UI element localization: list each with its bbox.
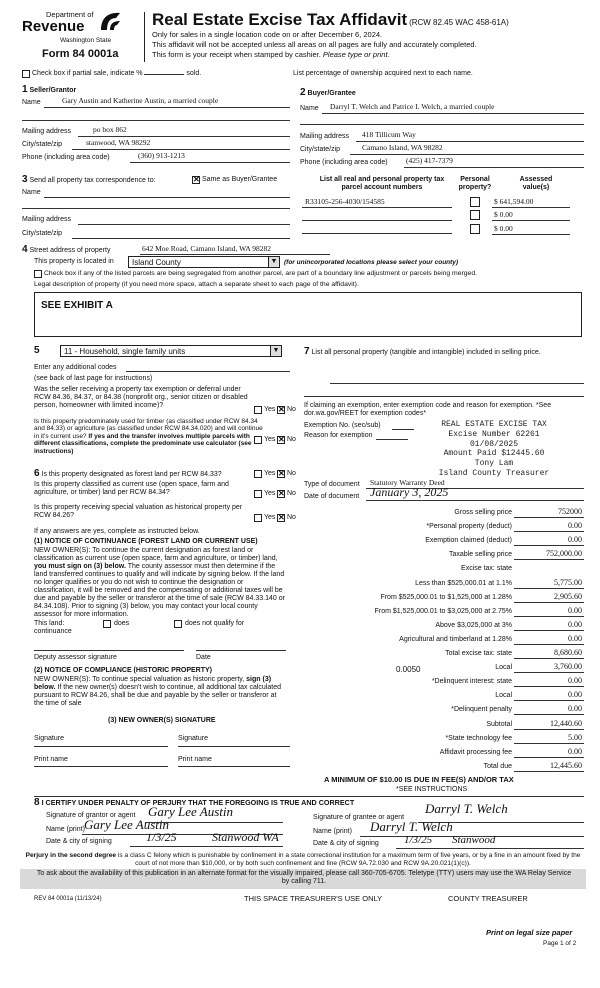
- tax-row-label: Less than $525,000.01 at 1.1%: [415, 579, 512, 587]
- tax-row-underline: [514, 729, 584, 730]
- grantor-city[interactable]: Stanwood WA: [212, 830, 279, 844]
- parcel-col3-header: Assessed value(s): [519, 176, 553, 192]
- legal-description: SEE EXHIBIT A: [41, 300, 113, 311]
- this-land-label: This land: continuance: [34, 620, 72, 636]
- tax-row: [292, 605, 592, 619]
- seller-city-label: City/state/zip: [22, 141, 63, 148]
- tax-row-value[interactable]: 5,775.00: [554, 577, 582, 587]
- partial-sale-checkbox[interactable]: [22, 70, 30, 78]
- current-use-yes-label: Yes: [264, 490, 276, 497]
- tax-row: [292, 675, 592, 689]
- assessed-value[interactable]: $ 0.00: [494, 210, 513, 219]
- seller-mailing-label: Mailing address: [22, 128, 72, 135]
- grantee-name[interactable]: Darryl T. Welch: [370, 819, 453, 834]
- form-title-row: [152, 10, 509, 30]
- forest-yes-label: Yes: [264, 470, 276, 477]
- county-treasurer-label: COUNTY TREASURER: [448, 894, 528, 903]
- tax-row: [292, 760, 592, 774]
- tax-row: [292, 619, 592, 633]
- grantor-sig-label: Signature of grantor or agent: [46, 812, 136, 819]
- use-code-value: 11 - Household, single family units: [64, 347, 186, 356]
- tax-row: [292, 689, 592, 703]
- tax-row-label: Local: [495, 692, 512, 700]
- tax-row: [292, 633, 592, 647]
- tax-row-value[interactable]: 12,440.60: [550, 718, 582, 728]
- chevron-down-icon: ▼: [268, 257, 279, 267]
- deputy-date-label: Date: [196, 654, 211, 661]
- tax-row-label: From $1,525,000.01 to $3,025,000 at 2.75%: [374, 607, 512, 615]
- parcel-col1-header: List all real and personal property tax parcel account numbers: [319, 176, 445, 192]
- parcel-number[interactable]: R33105-256-4030/154585: [305, 197, 385, 206]
- grantee-date-label: Date & city of signing: [313, 840, 379, 847]
- timber-question: Is this property predominately used for timber (as classified under RCW 84.34 and 84.33) or agriculture (as classified under RCW 84.34.020) and will continue in it's current use? If yes and the transfer involves multiple parcels with different classifications, complete the predominate use calculator (see instructions): [34, 418, 263, 455]
- grantor-date[interactable]: 1/3/25: [146, 830, 177, 844]
- tax-row-label: Gross selling price: [454, 509, 512, 516]
- personal-property-checkbox[interactable]: [470, 197, 480, 207]
- grantee-signature[interactable]: Darryl T. Welch: [425, 801, 508, 816]
- q2-yes-checkbox[interactable]: [254, 436, 262, 444]
- rev-code: REV 84 0001a (11/13/24): [34, 896, 102, 902]
- owner-print-label-1: Print name: [34, 756, 68, 763]
- dor-logo-line2: Revenue: [22, 18, 85, 35]
- seller-phone-label: Phone (including area code): [22, 154, 110, 161]
- tax-row-label: Taxable selling price: [448, 551, 512, 559]
- tax-row-underline: [514, 757, 584, 758]
- tax-row-label: Subtotal: [486, 720, 512, 728]
- grantor-signature[interactable]: Gary Lee Austin: [148, 804, 233, 819]
- new-owner-sig-title: (3) NEW OWNER(S) SIGNATURE: [108, 717, 216, 724]
- tax-row-label: Exemption claimed (deduct): [425, 537, 512, 545]
- grantor-name[interactable]: Gary Lee Austin: [84, 817, 169, 832]
- tax-row-underline: [514, 616, 584, 617]
- dor-logo-line3: Washington State: [60, 37, 112, 44]
- section3-name-label: Name: [22, 189, 41, 196]
- personal-property-checkbox[interactable]: [470, 224, 480, 234]
- tax-row-value[interactable]: 752000: [558, 507, 582, 516]
- section6-intro: If any answers are yes, complete as instructed below.: [34, 528, 200, 535]
- treasurer-use-label: THIS SPACE TREASURER'S USE ONLY: [244, 894, 383, 903]
- tax-row-underline: [514, 686, 584, 687]
- parcel-col2-header: Personal property?: [458, 176, 492, 192]
- tax-row-underline: [514, 672, 584, 673]
- land-does-checkbox[interactable]: [103, 620, 111, 628]
- current-use-no-label: No: [287, 490, 296, 497]
- tax-row-label: *Delinquent penalty: [451, 706, 512, 714]
- reason-label: Reason for exemption: [304, 432, 373, 439]
- tax-row-value[interactable]: 2,905.60: [554, 591, 582, 601]
- minimum-note: A MINIMUM OF $10.00 IS DUE IN FEE(S) AND/OR TAX: [324, 775, 514, 784]
- header-divider: [144, 12, 145, 62]
- tax-row: [292, 647, 592, 661]
- buyer-name[interactable]: Darryl T. Welch and Patrice I. Welch, a married couple: [330, 102, 495, 111]
- legal-description-label: Legal description of property (if you need more space, attach a separate sheet to each page of the affidavit).: [34, 281, 359, 288]
- tax-row-underline: [514, 771, 584, 772]
- tax-row-label: Above $3,025,000 at 3%: [435, 621, 512, 629]
- historic-no-checkbox[interactable]: [277, 514, 285, 522]
- property-street-address[interactable]: 642 Moe Road, Camano Island, WA 98282: [142, 244, 272, 253]
- tax-row: [292, 520, 592, 534]
- tax-row-value[interactable]: 3,760.00: [554, 662, 582, 672]
- form-title-ref: (RCW 82.45 WAC 458-61A): [409, 18, 509, 27]
- exemption-question: Was the seller receiving a property tax exemption or deferral under RCW 84.36, 84.37, or 84.38 (nonprofit org., senior citizen or disabled person, homeowner with limited income)?: [34, 386, 248, 410]
- tax-row-value[interactable]: 752,000.00: [546, 549, 582, 559]
- seller-mailing[interactable]: po box 862: [93, 125, 127, 134]
- tax-row-value[interactable]: 0.00: [568, 535, 582, 545]
- q2-no-checkbox[interactable]: [277, 436, 285, 444]
- tax-row: [292, 732, 592, 746]
- notice-continuance-text: NEW OWNER(S): To continue the current designation as forest land or classification as current use (open space, farm and agriculture, or timber) land, you must sign on (3) below. The county assessor must then determine if the land transferred continues to qualify and will indicate by signing below. If the land no longer qualifies or you do not wish to continue the designation or classification, it will be removed and the compensating or additional taxes will be due and payable by the seller or transferor at the time of sale (RCW 84.33.140 or 84.34.108). Prior to signing (3) below, you may contact your local county assessor for more information.: [34, 547, 285, 619]
- buyer-mailing-label: Mailing address: [300, 133, 350, 140]
- tax-row-underline: [514, 588, 584, 589]
- buyer-name-label: Name: [300, 105, 319, 112]
- additional-codes-note: (see back of last page for instructions): [34, 375, 153, 382]
- q2-no-label: No: [287, 436, 296, 443]
- q1-yes-label: Yes: [264, 406, 276, 413]
- tax-row-label: Total due: [483, 762, 512, 770]
- tax-row-underline: [514, 517, 584, 518]
- segregated-checkbox[interactable]: [34, 270, 42, 278]
- exemption-claim-text: If claiming an exemption, enter exemption code and reason for exemption. *See dor.wa.gov/REET for exemption codes*: [304, 402, 552, 418]
- exemption-no-label: Exemption No. (sec/sub): [304, 422, 381, 429]
- tax-row-label: *State technology fee: [445, 734, 512, 742]
- tax-row-underline: [514, 644, 584, 645]
- tax-row-underline: [514, 602, 584, 603]
- seller-name[interactable]: Gary Austin and Katherine Austin, a married couple: [62, 96, 219, 105]
- current-use-yes-checkbox[interactable]: [254, 490, 262, 498]
- owner-print-label-2: Print name: [178, 756, 212, 763]
- perjury-notice: Perjury in the second degree is a class C felony which is punishable by confinement in a state correctional institution for a maximum term of five years, or by a fine in an amount fixed by the court of not more than $10,000, or by both such confinement and fine (RCW 9A.72.030 and RCW 9A.20.021(1)(c)).: [25, 852, 581, 867]
- grantee-name-label: Name (print): [313, 828, 352, 835]
- assessed-value[interactable]: $ 641,594.00: [494, 197, 534, 206]
- grantee-city[interactable]: Stanwood: [452, 834, 496, 846]
- deputy-signature-label: Deputy assessor signature: [34, 654, 117, 661]
- seller-heading: 1 Seller/Grantor: [22, 84, 77, 95]
- page-number: Page 1 of 2: [543, 940, 577, 947]
- q1-yes-checkbox[interactable]: [254, 406, 262, 414]
- assessed-value[interactable]: $ 0.00: [494, 224, 513, 233]
- county-select[interactable]: [128, 256, 280, 268]
- see-instructions: *SEE INSTRUCTIONS: [396, 786, 468, 793]
- dor-logo-icon: [98, 10, 124, 32]
- tax-row-underline: [514, 630, 584, 631]
- same-as-buyer-label: Same as Buyer/Grantee: [202, 176, 278, 183]
- form-number: Form 84 0001a: [42, 48, 119, 60]
- personal-property-checkbox[interactable]: [470, 210, 480, 220]
- q1-no-label: No: [287, 406, 296, 413]
- tax-row: [292, 506, 592, 520]
- alt-format-text: To ask about the availability of this publication in an alternate format for the visually impaired, please call 360-705-6705. Teletype (TTY) users may use the WA Relay Service by calling 711.: [36, 870, 572, 886]
- tax-row-underline: [514, 700, 584, 701]
- date-doc-value[interactable]: January 3, 2025: [370, 485, 449, 499]
- chevron-down-icon: ▼: [270, 346, 281, 356]
- located-in-label: This property is located in: [34, 258, 114, 265]
- buyer-phone[interactable]: (425) 417-7379: [406, 156, 453, 165]
- forest-no-label: No: [287, 470, 296, 477]
- tax-row-value[interactable]: 5.00: [568, 732, 582, 742]
- type-doc-label: Type of document: [304, 481, 360, 488]
- notice-compliance-text: NEW OWNER(S): To continue special valuation as historic property, sign (3) below. If the new owner(s) doesn't wish to continue, all additional tax calculated pursuant to RCW 84.26, shall be due and payable by the seller or transferor at the time of sale: [34, 676, 281, 708]
- ownership-note: List percentage of ownership acquired next to each name.: [293, 70, 473, 77]
- tax-row-underline: [514, 545, 584, 546]
- date-doc-label: Date of document: [304, 493, 360, 500]
- tax-row-label: Local: [495, 664, 512, 672]
- legal-description-box[interactable]: [34, 292, 582, 337]
- tax-row-value[interactable]: 8,680.60: [554, 648, 582, 657]
- seller-city[interactable]: stanwood, WA 98292: [86, 138, 151, 147]
- tax-row-value[interactable]: 0.00: [568, 605, 582, 615]
- owner-sig-label-2: Signature: [178, 735, 208, 742]
- current-use-no-checkbox[interactable]: [277, 490, 285, 498]
- unincorporated-note: (for unincorporated locations please select your county): [284, 259, 459, 266]
- type-doc-value[interactable]: Statutory Warranty Deed: [370, 478, 445, 487]
- tax-row-value[interactable]: 0.00: [568, 619, 582, 629]
- buyer-mailing[interactable]: 418 Tillicum Way: [362, 130, 416, 139]
- tax-row-underline: [514, 743, 584, 744]
- grantor-date-label: Date & city of signing: [46, 838, 112, 845]
- buyer-city[interactable]: Camano Island, WA 98282: [362, 143, 443, 152]
- grantee-sig-label: Signature of grantee or agent: [313, 814, 405, 821]
- section7-text: 7 List all personal property (tangible and intangible) included in selling price.: [304, 346, 541, 357]
- notice-compliance-title: (2) NOTICE OF COMPLIANCE (HISTORIC PROPERTY): [34, 667, 212, 674]
- tax-row: [292, 746, 592, 760]
- header-notice-2: This affidavit will not be accepted unless all areas on all pages are fully and accurately completed.: [152, 40, 477, 49]
- header-notice-1: Only for sales in a single location code on or after December 6, 2024.: [152, 30, 383, 39]
- same-as-buyer-checkbox[interactable]: [192, 176, 200, 184]
- land-does-label: does: [114, 620, 130, 627]
- tax-row: [292, 577, 592, 591]
- tax-row-label: From $525,000.01 to $1,525,000 at 1.28%: [380, 593, 512, 601]
- tax-row-underline: [514, 658, 584, 659]
- forest-no-checkbox[interactable]: [277, 470, 285, 478]
- buyer-heading: 2 Buyer/Grantee: [300, 87, 356, 98]
- historic-yes-label: Yes: [264, 514, 276, 521]
- tax-row-label: *Delinquent interest: state: [431, 678, 512, 686]
- tax-row: [292, 661, 592, 675]
- use-code-select[interactable]: [60, 345, 282, 357]
- seller-name-label: Name: [22, 99, 41, 106]
- seller-phone[interactable]: (360) 913-1213: [138, 151, 185, 160]
- tax-row-underline: [514, 714, 584, 715]
- tax-row: [292, 562, 592, 576]
- section6-q2: Is this property classified as current use (open space, farm and agriculture, or timber) land per RCW 84.34?: [34, 481, 229, 497]
- q2-yes-label: Yes: [264, 436, 276, 443]
- tax-row: [292, 534, 592, 548]
- partial-sale-label: Check box if partial sale, indicate % sold.: [32, 70, 202, 77]
- section6-q3: Is this property receiving special valuation as historical property per RCW 84.26?: [34, 504, 243, 520]
- tax-row-value[interactable]: 0.00: [568, 704, 582, 714]
- section3-city-label: City/state/zip: [22, 230, 63, 237]
- legal-size-note: Print on legal size paper: [486, 928, 573, 937]
- local-rate[interactable]: 0.0050: [396, 665, 421, 674]
- land-does-not-label: does not qualify for: [185, 620, 245, 627]
- tax-row-value[interactable]: 12,445.60: [550, 760, 582, 770]
- dor-logo-line1: Department of: [46, 10, 94, 19]
- segregated-label: Check box if any of the listed parcels are being segregated from another parcel, are part of a boundary line adjustment or parcels being merged.: [44, 270, 477, 277]
- additional-codes-label: Enter any additional codes: [34, 364, 117, 371]
- tax-row-value[interactable]: 0.00: [568, 746, 582, 756]
- buyer-city-label: City/state/zip: [300, 146, 341, 153]
- tax-row: [292, 591, 592, 605]
- forest-yes-checkbox[interactable]: [254, 470, 262, 478]
- treasurer-stamp: REAL ESTATE EXCISE TAX Excise Number 62261 01/08/2025 Amount Paid $12445.60 Tony Lam Island County Treasurer: [438, 420, 550, 478]
- tax-row-value[interactable]: 0.00: [568, 633, 582, 643]
- tax-row-label: Affidavit processing fee: [439, 748, 512, 756]
- tax-row-value[interactable]: 0.00: [568, 521, 582, 531]
- owner-sig-label-1: Signature: [34, 735, 64, 742]
- historic-yes-checkbox[interactable]: [254, 514, 262, 522]
- tax-row-underline: [514, 531, 584, 532]
- tax-row-value[interactable]: 0.00: [568, 676, 582, 686]
- tax-row-label: Total excise tax: state: [445, 650, 512, 657]
- section3-heading: 3 Send all property tax correspondence to:: [22, 174, 156, 185]
- buyer-phone-label: Phone (including area code): [300, 159, 388, 166]
- form-title: Real Estate Excise Tax Affidavit: [152, 10, 408, 29]
- tax-row-label: Agricultural and timberland at 1.28%: [399, 635, 512, 643]
- tax-row-value[interactable]: 0.00: [568, 690, 582, 700]
- historic-no-label: No: [287, 514, 296, 521]
- section6-q1: 6 Is this property designated as forest land per RCW 84.33?: [34, 468, 222, 479]
- section3-mailing-label: Mailing address: [22, 216, 72, 223]
- county-select-value: Island County: [132, 258, 181, 267]
- section5-num: 5: [34, 345, 40, 356]
- grantor-name-label: Name (print): [46, 826, 85, 833]
- q1-no-checkbox[interactable]: [277, 406, 285, 414]
- section4-street: 4 Street address of property: [22, 244, 111, 255]
- tax-row-underline: [514, 559, 584, 560]
- land-does-not-checkbox[interactable]: [174, 620, 182, 628]
- header-notice-3: This form is your receipt when stamped by cashier. Please type or print.: [152, 50, 390, 59]
- tax-row: [292, 548, 592, 562]
- tax-row-label: *Personal property (deduct): [426, 523, 512, 531]
- tax-row: [292, 703, 592, 717]
- grantee-date[interactable]: 1/3/25: [404, 834, 433, 846]
- certify-statement: 8 I CERTIFY UNDER PENALTY OF PERJURY THAT THE FOREGOING IS TRUE AND CORRECT: [34, 797, 355, 808]
- tax-row-label: Excise tax: state: [461, 565, 512, 573]
- tax-row: [292, 718, 592, 732]
- notice-continuance-title: (1) NOTICE OF CONTINUANCE (FOREST LAND OR CURRENT USE): [34, 538, 258, 545]
